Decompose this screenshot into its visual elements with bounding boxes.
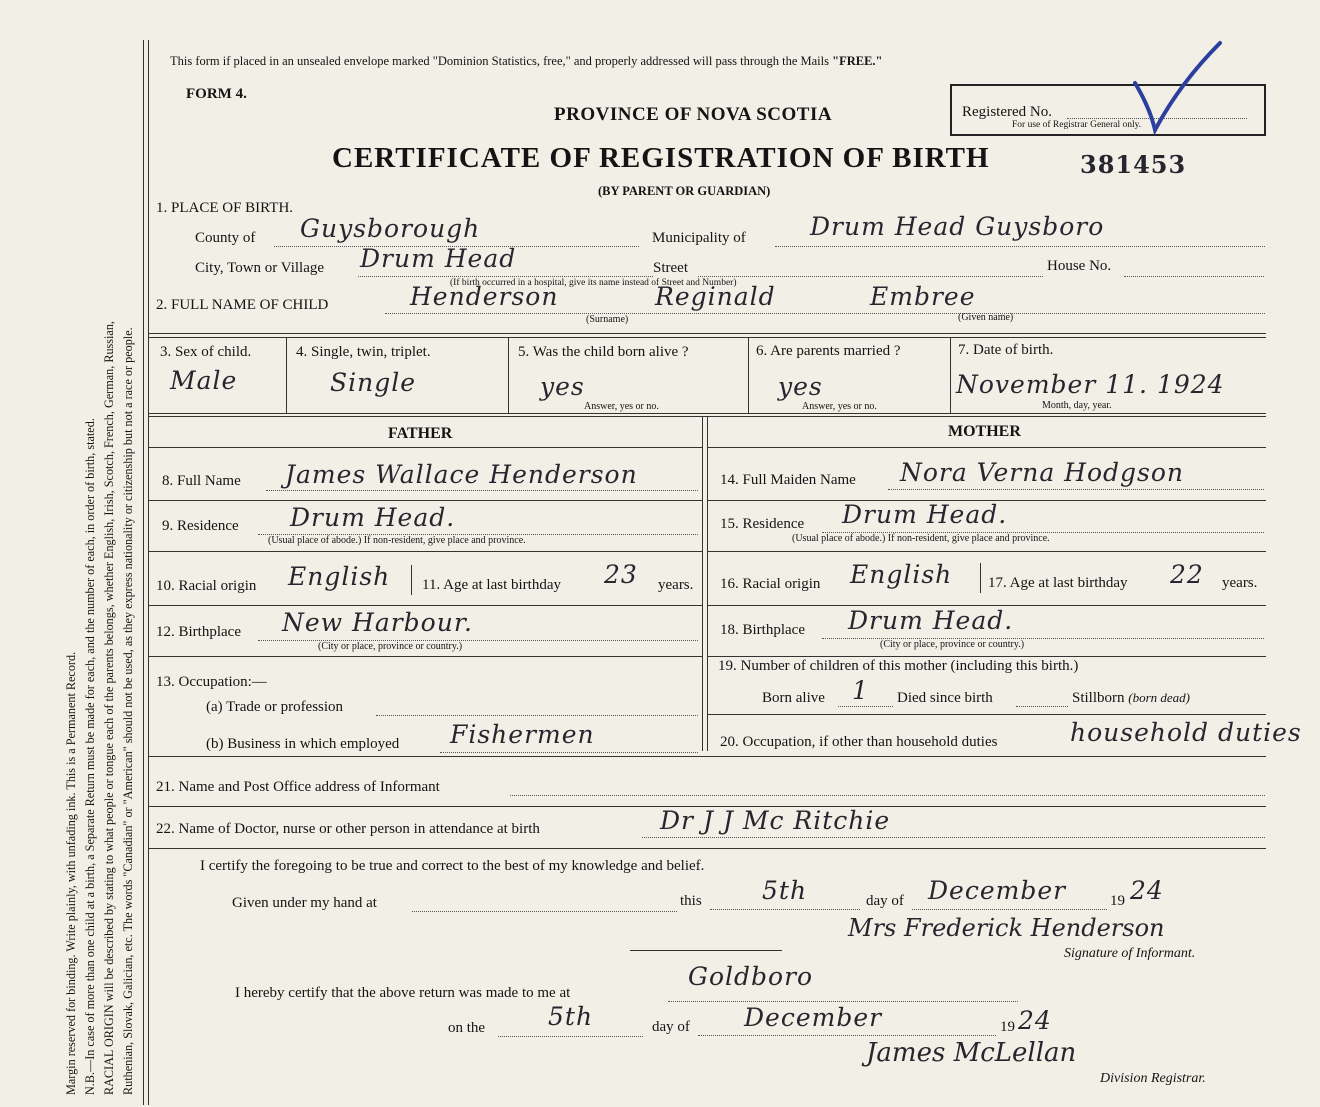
date-of-birth-value: November 11. 1924 [956,370,1225,399]
parents-married-caption: Answer, yes or no. [802,401,877,412]
father-racial-label: 10. Racial origin [156,578,257,594]
doctor-value: Dr J J Mc Ritchie [660,806,891,835]
registrar-year-prefix: 19 [1000,1019,1015,1035]
municipality-value: Drum Head Guysboro [810,212,1105,241]
certificate-subtitle: (BY PARENT OR GUARDIAN) [598,184,771,198]
father-occupation-label: 13. Occupation:— [156,674,267,690]
mother-name-label: 14. Full Maiden Name [720,472,856,488]
father-birthplace-label: 12. Birthplace [156,624,241,640]
registrar-month-value: December [744,1003,883,1032]
sex-label: 3. Sex of child. [160,344,252,360]
mother-heading: MOTHER [948,423,1021,440]
mother-age-label: 17. Age at last birthday [988,575,1128,591]
certification-statement: I certify the foregoing to be true and correct to the best of my knowledge and belief. [200,858,705,874]
city-label: City, Town or Village [195,260,325,276]
child-name-label: 2. FULL NAME OF CHILD [156,297,329,313]
parents-married-value: yes [778,372,823,401]
mother-name-value: Nora Verna Hodgson [900,458,1185,487]
check-mark-icon [1125,38,1225,138]
county-label: County of [195,230,256,246]
registrar-statement: I hereby certify that the above return was made to me at [235,985,571,1001]
father-age-value: 23 [604,560,638,589]
born-alive-caption: Answer, yes or no. [584,401,659,412]
certification-year-value: 24 [1130,876,1164,905]
margin-note-separate-return: N.B.—In case of more than one child at a birth, a Separate Return must be made for each, and the number of each, in order of birth, stated. [83,418,97,1095]
certification-year-prefix: 19 [1110,893,1125,909]
father-business-value: Fishermen [450,720,595,749]
date-of-birth-label: 7. Date of birth. [958,342,1054,358]
given-under-hand-label: Given under my hand at [232,895,377,911]
father-residence-caption: (Usual place of abode.) If non-resident, give place and province. [268,535,526,546]
left-border-inner [148,40,149,1105]
mother-children-label: 19. Number of children of this mother (including this birth.) [718,658,1079,674]
doctor-label: 22. Name of Doctor, nurse or other person in attendance at birth [156,821,540,837]
father-name-value: James Wallace Henderson [285,460,638,489]
plurality-label: 4. Single, twin, triplet. [296,344,431,360]
certificate-title: CERTIFICATE OF REGISTRATION OF BIRTH [332,142,990,174]
surname-caption: (Surname) [586,314,629,325]
certification-day-of-label: day of [866,893,904,909]
parents-married-label: 6. Are parents married ? [756,343,901,359]
province-title: PROVINCE OF NOVA SCOTIA [554,104,833,125]
form-number: FORM 4. [186,86,247,102]
mother-age-value: 22 [1170,560,1204,589]
registered-label: Registered No. [962,104,1052,120]
certificate-number: 381453 [1080,150,1187,179]
mother-residence-caption: (Usual place of abode.) If non-resident, give place and province. [792,533,1050,544]
margin-note-binding: Margin reserved for binding. Write plainly, with unfading ink. This is a Permanent Record. [64,651,78,1095]
city-value: Drum Head [360,244,517,273]
certification-day-value: 5th [762,876,808,905]
father-age-label: 11. Age at last birthday [422,577,561,593]
informant-signature: Mrs Frederick Henderson [848,914,1165,942]
mother-occupation-label: 20. Occupation, if other than household duties [720,734,998,750]
municipality-label: Municipality of [652,230,746,246]
died-since-birth-label: Died since birth [897,690,993,706]
margin-note-racial-origin: RACIAL ORIGIN will be described by stating to what people or tongue each of the parents belongs, whether English, Irish, Scotch, French, German, Russian, [102,321,116,1095]
father-business-label: (b) Business in which employed [206,736,400,752]
mother-residence-label: 15. Residence [720,516,805,532]
registrar-year-value: 24 [1018,1006,1052,1035]
plurality-value: Single [330,368,417,397]
father-residence-label: 9. Residence [162,518,239,534]
child-given-name-2: Embree [870,282,976,311]
born-alive-value: yes [540,372,585,401]
mother-racial-label: 16. Racial origin [720,576,821,592]
father-birthplace-caption: (City or place, province or country.) [318,641,463,652]
mother-birthplace-value: Drum Head. [848,606,1014,635]
child-surname: Henderson [410,282,559,311]
mother-racial-value: English [850,560,953,589]
informant-signature-caption: Signature of Informant. [1064,946,1196,961]
born-alive-label: 5. Was the child born alive ? [518,344,689,360]
informant-label: 21. Name and Post Office address of Informant [156,779,440,795]
street-label: Street [653,260,688,276]
place-of-birth-label: 1. PLACE OF BIRTH. [156,200,294,216]
father-residence-value: Drum Head. [290,503,456,532]
registrar-signature: James McLellan [866,1038,1077,1068]
left-border [143,40,144,1105]
stillborn-label: Stillborn (born dead) [1072,690,1191,706]
certification-month-value: December [928,876,1067,905]
certification-this-label: this [680,893,702,909]
county-value: Guysborough [300,214,481,243]
hospital-note: (If birth occurred in a hospital, give its name instead of Street and Number) [450,278,737,288]
registrar-on-the-label: on the [448,1020,486,1036]
born-alive-count-value: 1 [852,676,869,705]
sex-value: Male [170,366,238,395]
given-name-caption: (Given name) [958,312,1014,323]
father-birthplace-value: New Harbour. [282,608,473,637]
date-of-birth-caption: Month, day, year. [1042,400,1112,411]
father-name-label: 8. Full Name [162,473,241,489]
margin-note-racial-origin-cont: Ruthenian, Slovak, Galician, etc. The words "Canadian" or "American" should not be used, as they express nationality or citizenship but not a race or people. [121,327,135,1095]
margin-notes [62,321,138,1095]
house-label: House No. [1047,258,1112,274]
born-alive-count-label: Born alive [762,690,825,706]
mother-birthplace-label: 18. Birthplace [720,622,805,638]
mail-note: This form if placed in an unsealed envelope marked "Dominion Statistics, free," and properly addressed will pass through the Mails "FREE." [170,54,883,68]
father-racial-value: English [288,562,391,591]
father-trade-label: (a) Trade or profession [206,699,344,715]
child-given-name-1: Reginald [655,282,776,311]
mother-residence-value: Drum Head. [842,500,1008,529]
registrar-day-value: 5th [548,1002,594,1031]
registrar-caption: Division Registrar. [1100,1071,1206,1086]
mother-age-years: years. [1222,575,1258,591]
mother-birthplace-caption: (City or place, province or country.) [880,639,1025,650]
mother-occupation-value: household duties [1070,718,1302,747]
registered-note: For use of Registrar General only. [1012,120,1142,130]
registrar-day-of-label: day of [652,1019,690,1035]
father-heading: FATHER [388,425,453,442]
father-age-years: years. [658,577,694,593]
registrar-place-value: Goldboro [688,962,814,991]
